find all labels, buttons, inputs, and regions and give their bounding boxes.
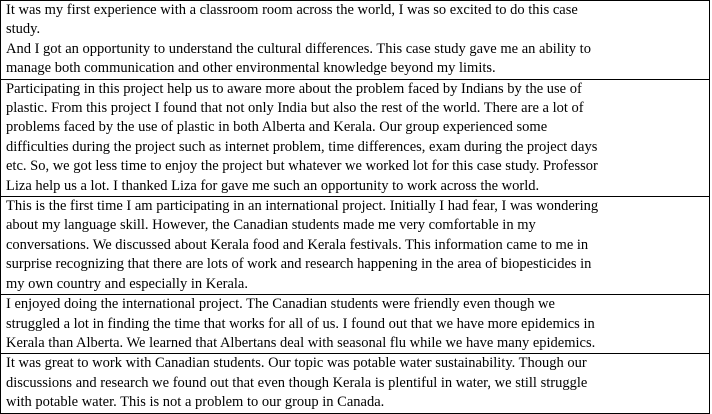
table-row <box>1 1 710 80</box>
table-row <box>1 79 710 196</box>
text-line: Kerala than Alberta. We learned that Albertans deal with seasonal flu while we have many epidemics. <box>6 334 596 351</box>
text-line: I enjoyed doing the international project. The Canadian students were friendly even though we <box>6 296 555 313</box>
reflection-cell-4 <box>1 295 710 354</box>
text-line: And I got an opportunity to understand the cultural differences. This case study gave me an ability to <box>6 40 591 57</box>
table-row <box>1 197 710 295</box>
text-line: This is the first time I am participating in an international project. Initially I had fear, I was wondering <box>6 198 599 215</box>
text-line: struggled a lot in finding the time that works for all of us. I found out that we have more epidemics in <box>6 315 595 332</box>
text-line: It was great to work with Canadian students. Our topic was potable water sustainability. Though our <box>6 355 587 372</box>
text-line: conversations. We discussed about Kerala food and Kerala festivals. This information came to me in <box>6 236 589 253</box>
text-line: discussions and research we found out that even though Kerala is plentiful in water, we still struggle <box>6 374 588 391</box>
reflection-cell-2 <box>1 79 710 196</box>
text-line: difficulties during the project such as internet problem, time differences, exam during the project days <box>6 138 598 155</box>
text-line: Participating in this project help us to aware more about the problem faced by Indians by the use of <box>6 80 582 97</box>
text-line: Liza help us a lot. I thanked Liza for gave me such an opportunity to work across the world. <box>6 177 540 194</box>
text-line: study. <box>6 21 41 38</box>
text-line: etc. So, we got less time to enjoy the project but whatever we worked lot for this case study. Professor <box>6 158 598 175</box>
reflection-cell-5 <box>1 354 710 413</box>
text-line: manage both communication and other environmental knowledge beyond my limits. <box>6 60 496 77</box>
text-line: surprise recognizing that there are lots of work and research happening in the area of biopesticides in <box>6 256 592 273</box>
text-line: problems faced by the use of plastic in both Alberta and Kerala. Our group experienced some <box>6 119 548 136</box>
text-line: It was my first experience with a classroom room across the world, I was so excited to do this case <box>6 2 578 18</box>
reflection-cell-1 <box>1 1 710 80</box>
text-line: plastic. From this project I found that not only India but also the rest of the world. There are a lot of <box>6 100 584 117</box>
table-row <box>1 295 710 354</box>
text-line: with potable water. This is not a problem to our group in Canada. <box>6 394 385 411</box>
text-line: about my language skill. However, the Canadian students made me very comfortable in my <box>6 217 536 234</box>
text-line: my own country and especially in Kerala. <box>6 275 248 292</box>
table-row <box>1 354 710 413</box>
reflection-cell-3 <box>1 197 710 295</box>
